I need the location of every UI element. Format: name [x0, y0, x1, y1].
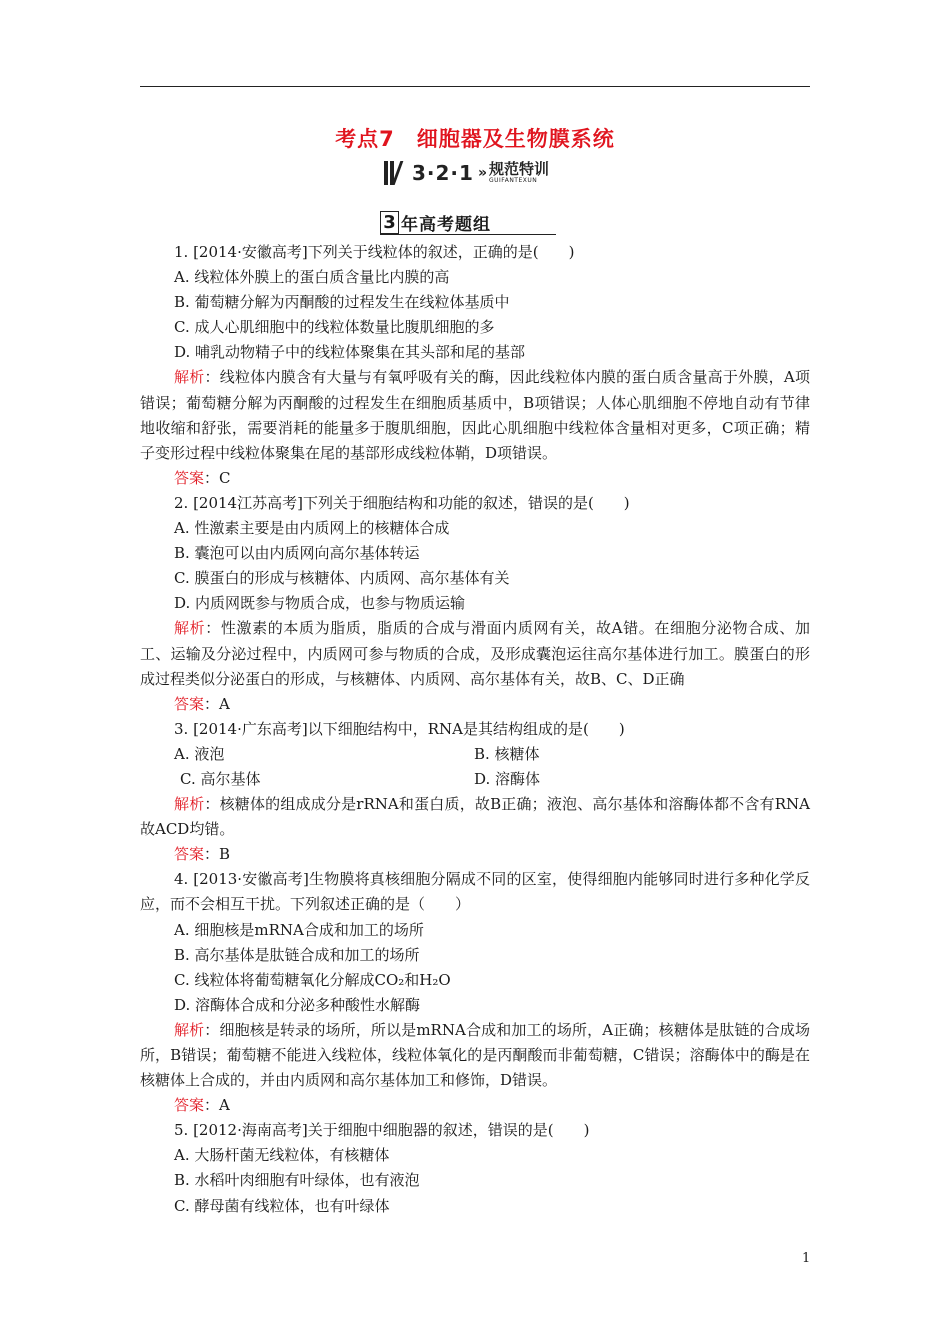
q4-option-d: D. 溶酶体合成和分泌多种酸性水解酶 [174, 995, 421, 1014]
section-underline [380, 234, 556, 235]
q1-option-b: B. 葡萄糖分解为丙酮酸的过程发生在线粒体基质中 [174, 293, 510, 312]
q3-option-d: D. 溶酶体 [474, 769, 541, 788]
q1-analysis: 解析：线粒体内膜含有大量与有氧呼吸有关的酶，因此线粒体内膜的蛋白质含量高于外膜，A项错误；葡萄糖分解为丙酮酸的过程发生在细胞质基质中，B项错误；人体心肌细胞不停地自动有节律地收缩和舒张，需要消耗的能量多于腹肌细胞，因此心肌细胞中线粒体含量相对更多，C项正确；精子变形过程中线粒体聚集在尾的基部形成线粒体鞘，D项错误。 [140, 368, 810, 462]
q1-option-a: A. 线粒体外膜上的蛋白质含量比内膜的高 [174, 268, 450, 287]
q3-analysis: 解析：核糖体的组成成分是rRNA和蛋白质，故B正确；液泡、高尔基体和溶酶体都不含有RNA故ACD均错。 [140, 795, 810, 839]
q1-stem: 1. [2014·安徽高考]下列关于线粒体的叙述，正确的是( ) [174, 243, 575, 261]
q3-options-row2 [140, 767, 810, 792]
q5-option-b: B. 水稻叶肉细胞有叶绿体，也有液泡 [174, 1171, 420, 1190]
q3-stem: 3. [2014·广东高考]以下细胞结构中，RNA是其结构组成的是( ) [174, 719, 625, 738]
top-rule [140, 86, 810, 87]
q4-option-c: C. 线粒体将葡萄糖氧化分解成CO₂和H₂O [174, 970, 451, 989]
questions [140, 240, 810, 1219]
q2-stem: 2. [2014江苏高考]下列关于细胞结构和功能的叙述，错误的是( ) [174, 493, 630, 512]
q2-option-d: D. 内质网既参与物质合成，也参与物质运输 [174, 594, 466, 613]
section-label: 年高考题组 [401, 215, 491, 235]
q2-answer: 答案：A [174, 694, 230, 713]
answer-label: 答案 [174, 845, 205, 864]
logo [384, 158, 549, 188]
q3-option-a: A. 液泡 [174, 744, 225, 763]
q4-stem: 4. [2013·安徽高考]生物膜将真核细胞分隔成不同的区室，使得细胞内能够同时进行多种化学反应，而不会相互干扰。下列叙述正确的是（ ） [140, 870, 810, 914]
q3-option-b: B. 核糖体 [474, 744, 540, 763]
q2-option-c: C. 膜蛋白的形成与核糖体、内质网、高尔基体有关 [174, 569, 510, 588]
answer-label: 答案 [174, 1096, 205, 1115]
q1-option-c: C. 成人心肌细胞中的线粒体数量比腹肌细胞的多 [174, 318, 495, 337]
analysis-label: 解析 [174, 619, 206, 638]
q4-answer: 答案：A [174, 1096, 230, 1115]
logo-title: 规范特训 [489, 160, 550, 178]
double-chevron-icon: » [477, 165, 487, 181]
q2-analysis: 解析：性激素的本质为脂质，脂质的合成与滑面内质网有关，故A错。在细胞分泌物合成、加工、运输及分泌过程中，内质网可参与物质的合成，及形成囊泡运往高尔基体进行加工。膜蛋白的形成过程类似分泌蛋白的形成，与核糖体、内质网、高尔基体有关，故B、C、D正确 [140, 619, 810, 688]
page-title: 考点7 细胞器及生物膜系统 [335, 127, 615, 151]
q5-option-a: A. 大肠杆菌无线粒体，有核糖体 [174, 1146, 390, 1165]
logo-mark-icon [384, 161, 406, 185]
q1-answer: 答案：C [174, 468, 231, 487]
section-heading [380, 210, 491, 235]
q5-stem: 5. [2012·海南高考]关于细胞中细胞器的叙述，错误的是( ) [174, 1121, 590, 1140]
q1-option-d: D. 哺乳动物精子中的线粒体聚集在其头部和尾的基部 [174, 343, 526, 362]
q5-option-c: C. 酵母菌有线粒体，也有叶绿体 [174, 1196, 390, 1215]
logo-number: 3·2·1 [412, 161, 474, 185]
section-number: 3 [380, 211, 399, 234]
analysis-label: 解析 [174, 795, 205, 814]
answer-label: 答案 [174, 468, 205, 487]
analysis-label: 解析 [174, 368, 205, 387]
q3-answer: 答案：B [174, 845, 231, 864]
logo-subtitle: GUIFANTEXUN [489, 177, 538, 184]
q3-option-c: C. 高尔基体 [180, 769, 261, 788]
q4-analysis: 解析：细胞核是转录的场所，所以是mRNA合成和加工的场所，A正确；核糖体是肽链的合成场所，B错误；葡萄糖不能进入线粒体，线粒体氧化的是丙酮酸而非葡萄糖，C错误；溶酶体中的酶是在核糖体上合成的，并由内质网和高尔基体加工和修饰，D错误。 [140, 1020, 810, 1090]
analysis-label: 解析 [174, 1020, 205, 1039]
answer-label: 答案 [174, 694, 205, 713]
q3-options-row1 [140, 742, 810, 767]
q2-option-a: A. 性激素主要是由内质网上的核糖体合成 [174, 519, 450, 538]
q4-option-a: A. 细胞核是mRNA合成和加工的场所 [174, 920, 424, 939]
page-number: 1 [802, 1251, 811, 1266]
q4-option-b: B. 高尔基体是肽链合成和加工的场所 [174, 945, 420, 964]
q2-option-b: B. 囊泡可以由内质网向高尔基体转运 [174, 544, 420, 563]
